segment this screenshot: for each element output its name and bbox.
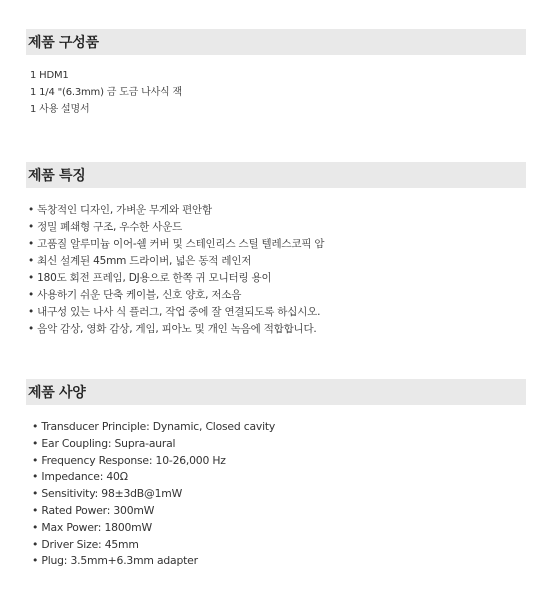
list-item: 1 1/4 "(6.3mm) 금 도금 나사식 잭 xyxy=(30,87,182,98)
list-item: • 고품질 알루미늄 이어-쉘 커버 및 스테인리스 스틸 텔레스코픽 암 xyxy=(28,238,325,250)
list-item: • Sensitivity: 98±3dB@1mW xyxy=(32,487,183,501)
specs-list xyxy=(26,419,526,570)
list-item: • 정밀 폐쇄형 구조, 우수한 사운드 xyxy=(28,221,183,233)
list-item: • Impedance: 40Ω xyxy=(32,470,128,484)
list-item: • Transducer Principle: Dynamic, Closed cavity xyxy=(32,420,276,433)
specs-section xyxy=(26,379,526,570)
list-item: • Frequency Response: 10-26,000 Hz xyxy=(32,453,226,467)
list-item: 1 HDM1 xyxy=(30,70,69,81)
features-section xyxy=(26,162,526,338)
components-list xyxy=(26,67,526,118)
list-item: • Driver Size: 45mm xyxy=(32,537,139,551)
features-header xyxy=(26,162,526,188)
list-item: • 내구성 있는 나사 식 플러그, 작업 중에 잘 연결되도록 하십시오. xyxy=(28,306,321,318)
list-item: • Max Power: 1800mW xyxy=(32,520,152,534)
list-item: • 180도 회전 프레임, DJ용으로 한쪽 귀 모니터링 용이 xyxy=(28,272,272,284)
list-item: • 최신 설계된 45mm 드라이버, 넓은 동적 레인저 xyxy=(28,255,252,267)
specs-header xyxy=(26,379,526,405)
features-list xyxy=(26,202,526,338)
list-item: • Ear Coupling: Supra-aural xyxy=(32,436,176,450)
list-item: 1 사용 설명서 xyxy=(30,104,90,115)
components-header xyxy=(26,29,526,55)
list-item: • 사용하기 쉬운 단축 케이블, 신호 양호, 저소음 xyxy=(28,289,242,301)
components-section xyxy=(26,29,526,118)
list-item: • Plug: 3.5mm+6.3mm adapter xyxy=(32,554,198,568)
list-item: • 독창적인 디자인, 가벼운 무게와 편안함 xyxy=(28,204,212,216)
features-title: 제품 특징 xyxy=(28,168,86,184)
specs-title: 제품 사양 xyxy=(28,385,86,401)
components-title: 제품 구성품 xyxy=(28,35,99,51)
list-item: • Rated Power: 300mW xyxy=(32,503,155,517)
list-item: • 음악 감상, 영화 감상, 게임, 피아노 및 개인 녹음에 적합합니다. xyxy=(28,323,317,335)
